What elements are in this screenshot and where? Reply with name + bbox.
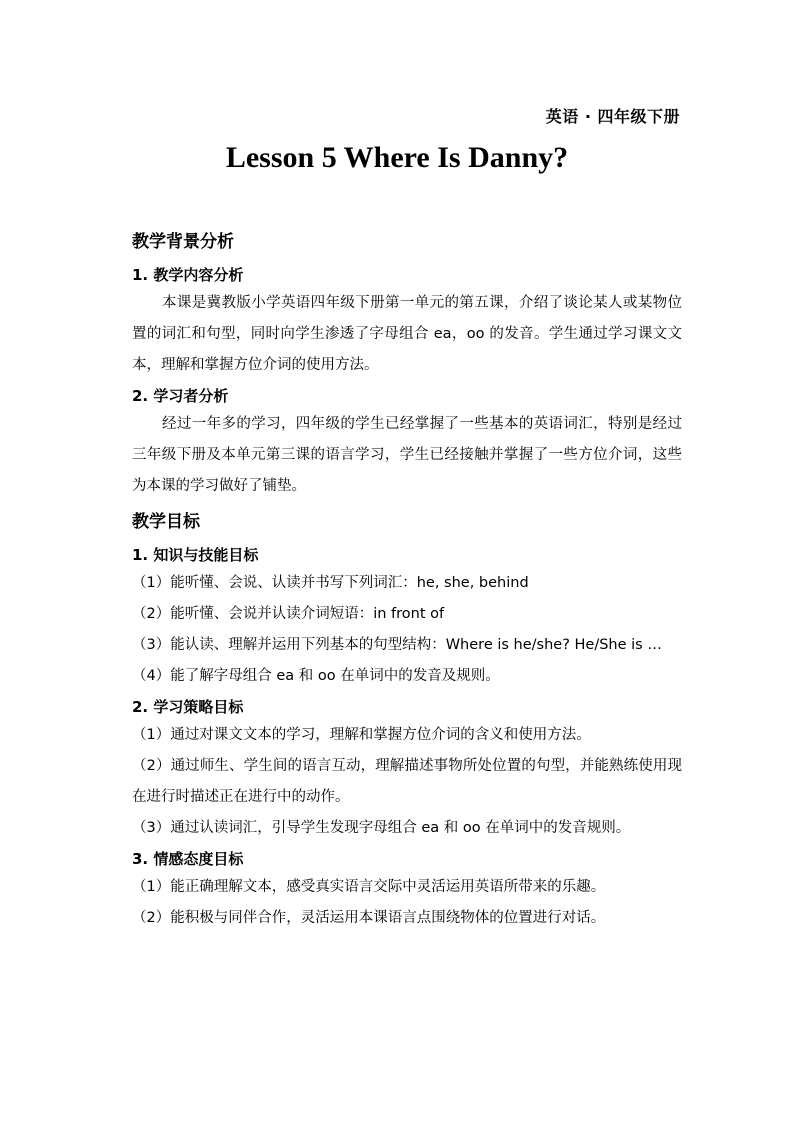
content-analysis-paragraph: 本课是冀教版小学英语四年级下册第一单元的第五课，介绍了谈论某人或某物位置的词汇和句型，同时向学生渗透了字母组合 ea，oo 的发音。学生通过学习课文文本，理解和掌握方位介词的使用方法。 bbox=[132, 295, 682, 373]
section-heading-background: 教学背景分析 bbox=[132, 232, 234, 252]
document-body bbox=[132, 228, 682, 934]
strategy-item: （3）通过认读词汇，引导学生发现字母组合 ea 和 oo 在单词中的发音规则。 bbox=[132, 820, 631, 836]
section-heading-objectives: 教学目标 bbox=[132, 512, 200, 532]
strategy-item: （1）通过对课文文本的学习，理解和掌握方位介词的含义和使用方法。 bbox=[132, 727, 591, 743]
knowledge-item: （1）能听懂、会说、认读并书写下列词汇：he, she, behind bbox=[132, 575, 529, 591]
subject-grade-label: 英语 · 四年级下册 bbox=[545, 107, 680, 126]
strategy-item: （2）通过师生、学生间的语言互动，理解描述事物所处位置的句型，并能熟练使用现在进行时描述正在进行中的动作。 bbox=[132, 758, 682, 805]
lesson-title: Lesson 5 Where Is Danny? bbox=[225, 141, 569, 174]
learner-analysis-paragraph: 经过一年多的学习，四年级的学生已经掌握了一些基本的英语词汇，特别是经过三年级下册及本单元第三课的语言学习，学生已经接触并掌握了一些方位介词，这些为本课的学习做好了铺垫。 bbox=[132, 416, 682, 494]
subheading-knowledge-skills: 1. 知识与技能目标 bbox=[132, 546, 259, 564]
attitude-item: （1）能正确理解文本，感受真实语言交际中灵活运用英语所带来的乐趣。 bbox=[132, 879, 606, 895]
knowledge-item: （3）能认读、理解并运用下列基本的句型结构：Where is he/she? He/She is … bbox=[132, 637, 662, 653]
knowledge-item: （4）能了解字母组合 ea 和 oo 在单词中的发音及规则。 bbox=[132, 668, 500, 684]
knowledge-item: （2）能听懂、会说并认读介词短语：in front of bbox=[132, 606, 445, 622]
subheading-learning-strategy: 2. 学习策略目标 bbox=[132, 698, 244, 716]
subheading-emotional-attitude: 3. 情感态度目标 bbox=[132, 850, 244, 868]
attitude-item: （2）能积极与同伴合作，灵活运用本课语言点围绕物体的位置进行对话。 bbox=[132, 910, 606, 926]
subheading-content-analysis: 1. 教学内容分析 bbox=[132, 266, 244, 284]
subheading-learner-analysis: 2. 学习者分析 bbox=[132, 387, 229, 405]
